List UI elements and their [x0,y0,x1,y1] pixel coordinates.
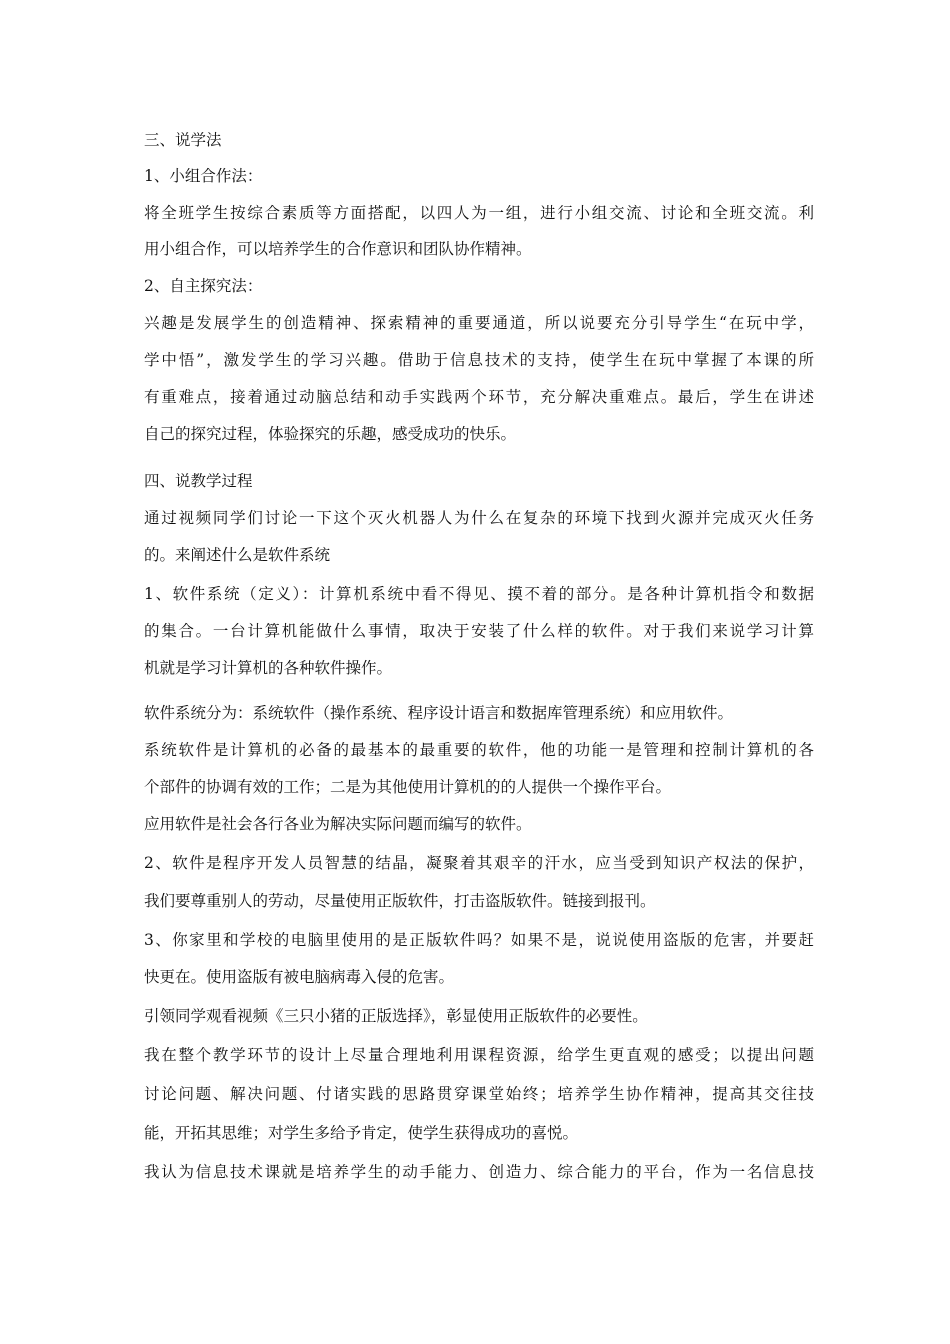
paragraph-line: 将全班学生按综合素质等方面搭配，以四人为一组，进行小组交流、讨论和全班交流。利 [144,204,814,222]
section-heading-study-methods: 三、说学法 [144,131,222,149]
paragraph-line: 兴趣是发展学生的创造精神、探索精神的重要通道，所以说要充分引导学生“在玩中学， [144,314,814,332]
subheading-self-exploration: 2、自主探究法： [144,277,263,295]
paragraph-line: 3、你家里和学校的电脑里使用的是正版软件吗？如果不是，说说使用盗版的危害，并要赶 [144,931,814,949]
paragraph-line: 软件系统分为：系统软件（操作系统、程序设计语言和数据库管理系统）和应用软件。 [144,704,734,722]
paragraph-line: 2、软件是程序开发人员智慧的结晶，凝聚着其艰辛的汗水，应当受到知识产权法的保护， [144,854,814,872]
paragraph-line: 学中悟”，激发学生的学习兴趣。借助于信息技术的支持，使学生在玩中掌握了本课的所 [144,351,814,369]
paragraph-line: 我在整个教学环节的设计上尽量合理地利用课程资源，给学生更直观的感受；以提出问题 [144,1046,814,1064]
paragraph-line: 应用软件是社会各行各业为解决实际问题而编写的软件。 [144,815,532,833]
paragraph-line: 的。来阐述什么是软件系统 [144,546,331,564]
paragraph-line: 有重难点，接着通过动脑总结和动手实践两个环节，充分解决重难点。最后，学生在讲述 [144,388,814,406]
paragraph-line: 引领同学观看视频《三只小猪的正版选择》，彰显使用正版软件的必要性。 [144,1007,648,1025]
paragraph-line: 能，开拓其思维；对学生多给予肯定，使学生获得成功的喜悦。 [144,1124,579,1142]
paragraph-line: 用小组合作，可以培养学生的合作意识和团队协作精神。 [144,240,532,258]
paragraph-line: 快更在。使用盗版有被电脑病毒入侵的危害。 [144,968,455,986]
section-heading-teaching-process: 四、说教学过程 [144,472,253,490]
paragraph-line: 的集合。一台计算机能做什么事情，取决于安装了什么样的软件。对于我们来说学习计算 [144,622,814,640]
paragraph-line: 通过视频同学们讨论一下这个灭火机器人为什么在复杂的环境下找到火源并完成灭火任务 [144,509,814,527]
paragraph-line: 自己的探究过程，体验探究的乐趣，感受成功的快乐。 [144,425,517,443]
paragraph-line: 我认为信息技术课就是培养学生的动手能力、创造力、综合能力的平台，作为一名信息技 [144,1163,814,1181]
paragraph-line: 讨论问题、解决问题、付诸实践的思路贯穿课堂始终；培养学生协作精神，提高其交往技 [144,1085,814,1103]
paragraph-line: 我们要尊重别人的劳动，尽量使用正版软件，打击盗版软件。链接到报刊。 [144,892,656,910]
paragraph-line: 系统软件是计算机的必备的最基本的最重要的软件，他的功能一是管理和控制计算机的各 [144,741,814,759]
subheading-group-cooperation: 1、小组合作法： [144,167,263,185]
paragraph-line: 机就是学习计算机的各种软件操作。 [144,659,393,677]
paragraph-line: 1、软件系统（定义）：计算机系统中看不得见、摸不着的部分。是各种计算机指令和数据 [144,585,814,603]
paragraph-line: 个部件的协调有效的工作；二是为其他使用计算机的的人提供一个操作平台。 [144,778,672,796]
